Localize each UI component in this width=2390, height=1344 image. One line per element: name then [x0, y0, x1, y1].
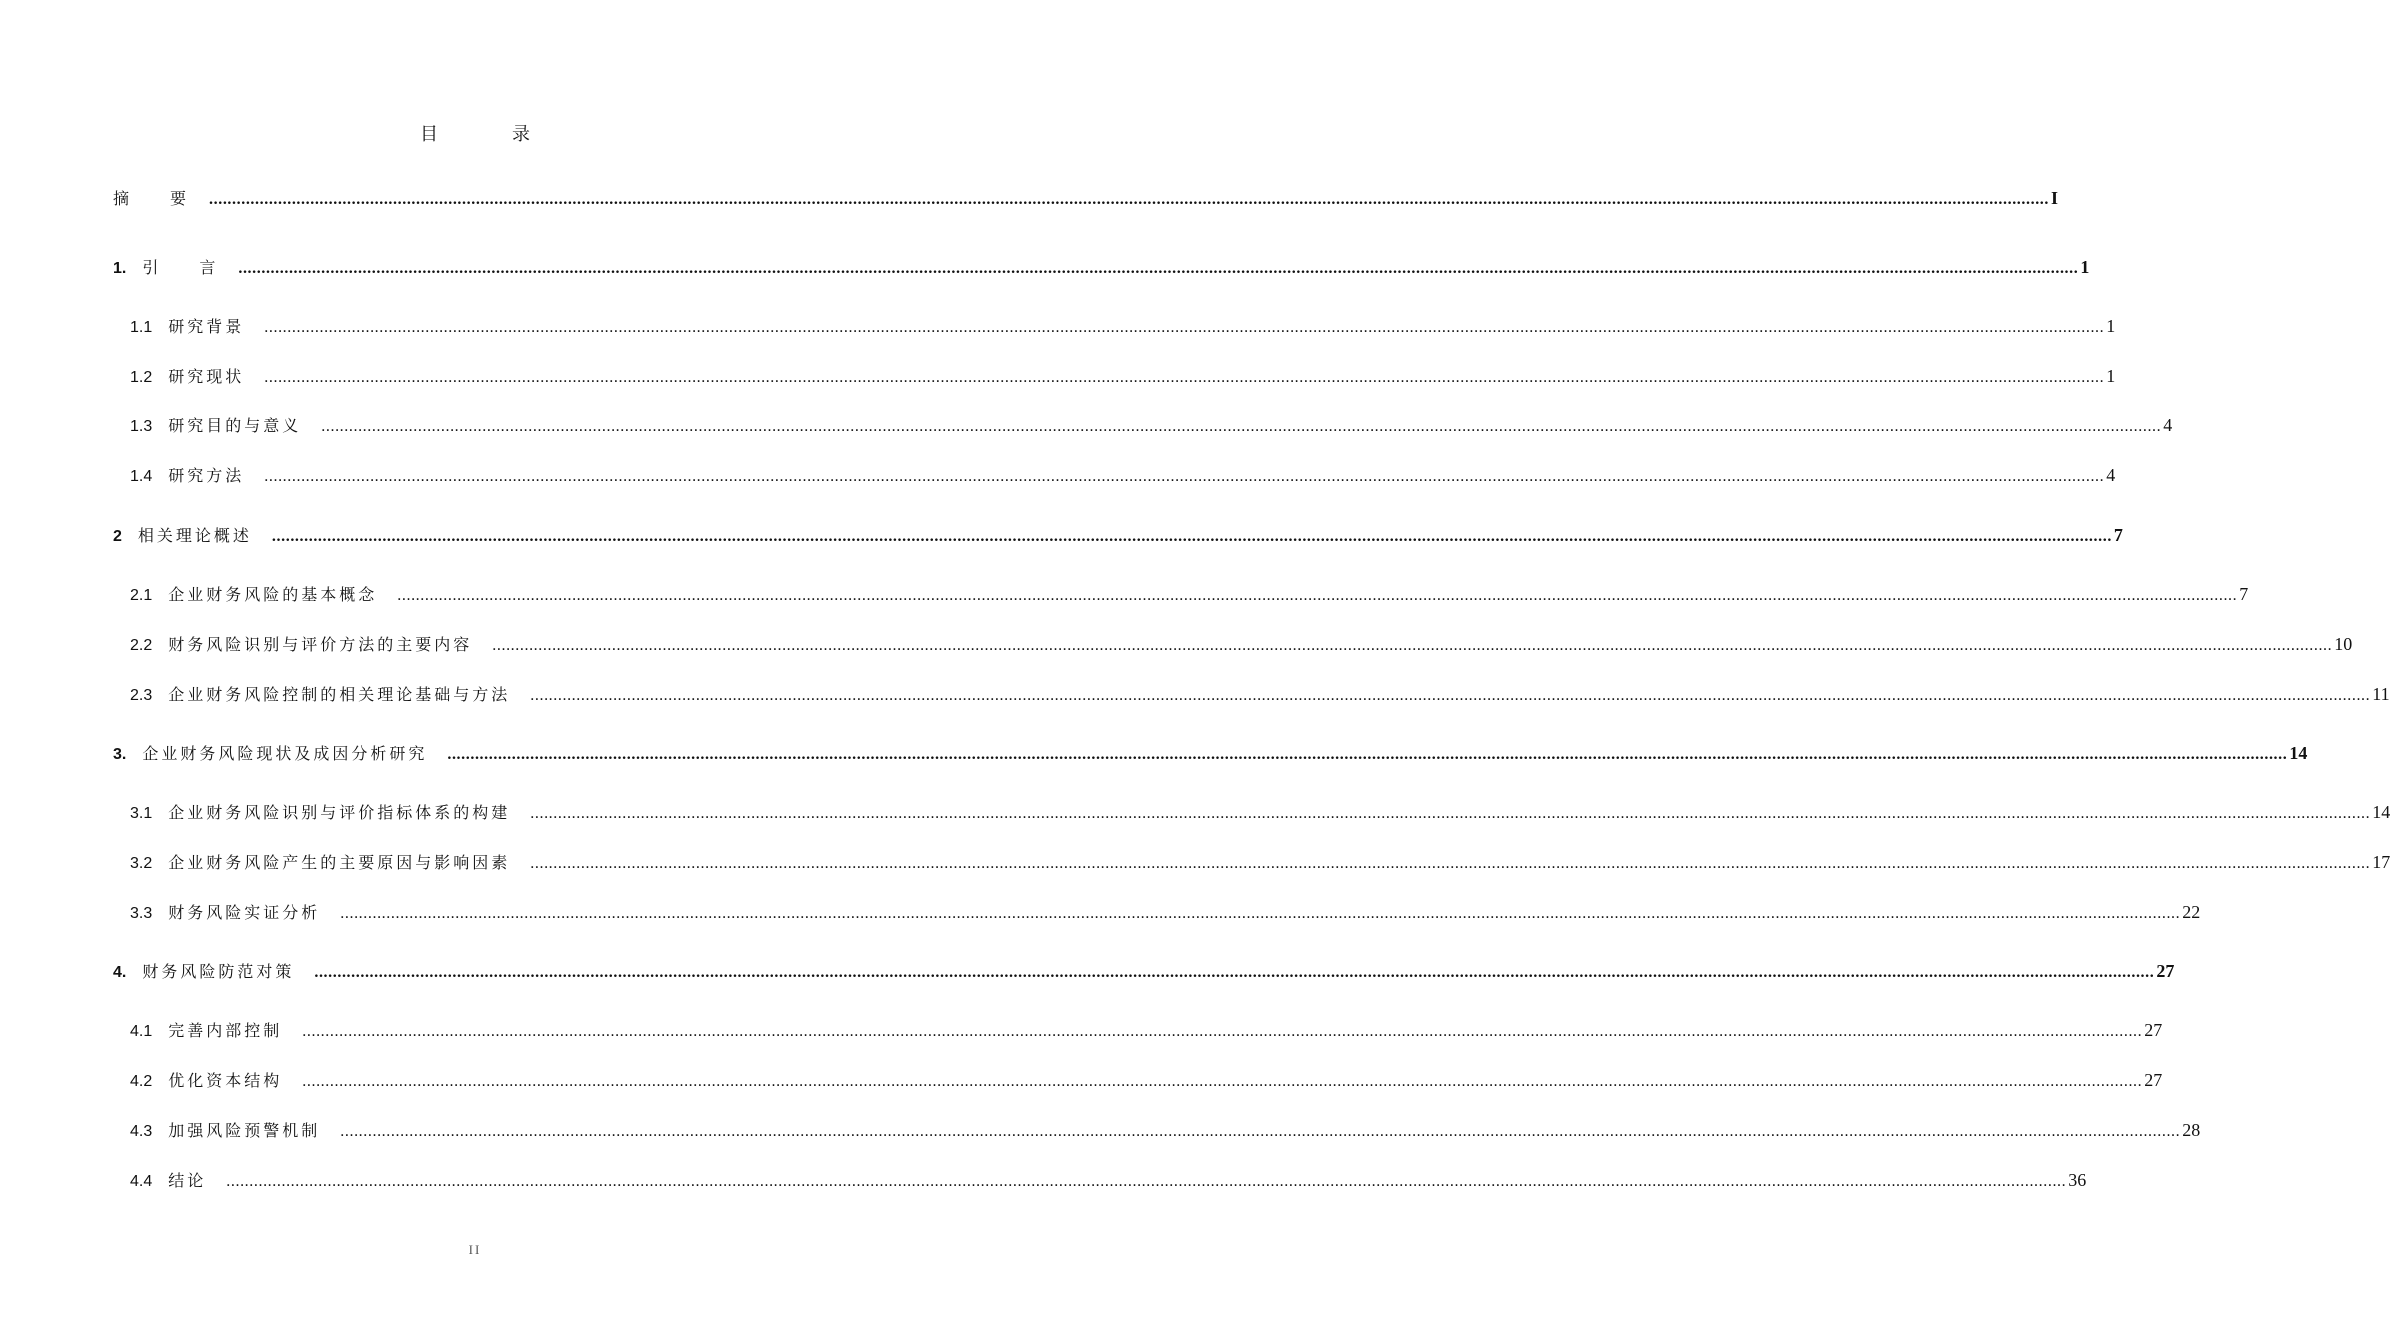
toc-entry-number: 4.: [113, 964, 127, 981]
toc-entry[interactable]: [113, 738, 2308, 764]
toc-leader-dots: ................................................................................................................................................................................................................................................................................................................................................................................................................: [226, 1173, 2067, 1190]
toc-leader-dots: ................................................................................................................................................................................................................................................................................................................................................................................................................: [264, 319, 2105, 336]
toc-entry-page: 36: [2068, 1170, 2087, 1190]
toc-entry-number: 3.1: [130, 805, 153, 822]
toc-entry[interactable]: [130, 679, 2390, 705]
toc-leader-dots: ................................................................................................................................................................................................................................................................................................................................................................................................................: [209, 191, 2050, 208]
toc-entry-label: 结论: [168, 1173, 207, 1190]
toc-entry-label: 摘 要: [113, 191, 190, 208]
toc-entry-page: 27: [2144, 1070, 2163, 1090]
toc-entry-label: 优化资本结构: [168, 1073, 283, 1090]
toc-leader-dots: ................................................................................................................................................................................................................................................................................................................................................................................................................: [314, 964, 2155, 981]
toc-entry[interactable]: [113, 183, 2059, 209]
toc-entry-label: 加强风险预警机制: [168, 1123, 321, 1140]
toc-entry-label: 完善内部控制: [168, 1023, 283, 1040]
toc-entry-number: 1.: [113, 260, 127, 277]
toc-entry-number: 4.2: [130, 1073, 153, 1090]
toc-leader-dots: ................................................................................................................................................................................................................................................................................................................................................................................................................: [264, 369, 2105, 386]
toc-leader-dots: ................................................................................................................................................................................................................................................................................................................................................................................................................: [447, 746, 2288, 763]
toc-entry-label: 企业财务风险的基本概念: [168, 587, 378, 604]
toc-entry-number: 3.3: [130, 905, 153, 922]
toc-entry[interactable]: [130, 797, 2390, 823]
toc-entry-page: 4: [2106, 465, 2116, 485]
toc-entry-number: 2.2: [130, 637, 153, 654]
toc-entry-number: 4.4: [130, 1173, 153, 1190]
toc-entry-label: 企业财务风险现状及成因分析研究: [142, 746, 428, 763]
toc-leader-dots: ................................................................................................................................................................................................................................................................................................................................................................................................................: [340, 1123, 2181, 1140]
toc-leader-dots: ................................................................................................................................................................................................................................................................................................................................................................................................................: [238, 260, 2079, 277]
toc-entry-page: 14: [2289, 743, 2308, 763]
toc-leader-dots: ................................................................................................................................................................................................................................................................................................................................................................................................................: [492, 637, 2333, 654]
toc-leader-dots: ................................................................................................................................................................................................................................................................................................................................................................................................................: [264, 468, 2105, 485]
toc-entry[interactable]: [130, 311, 2116, 337]
toc-entry-label: 研究现状: [168, 369, 245, 386]
toc-entry-number: 1.1: [130, 319, 153, 336]
toc-entry-label: 研究目的与意义: [168, 418, 302, 435]
toc-entry-page: 7: [2113, 525, 2123, 545]
toc-entry-page: 14: [2372, 802, 2390, 822]
toc-leader-dots: ................................................................................................................................................................................................................................................................................................................................................................................................................: [302, 1023, 2143, 1040]
toc-entry-number: 2.3: [130, 687, 153, 704]
toc-entry-page: I: [2051, 188, 2059, 208]
toc-entry-number: 4.3: [130, 1123, 153, 1140]
toc-entry-number: 1.4: [130, 468, 153, 485]
toc-entry-label: 研究方法: [168, 468, 245, 485]
toc-entry[interactable]: [130, 1015, 2163, 1041]
toc-entry-label: 研究背景: [168, 319, 245, 336]
toc-entry[interactable]: [130, 629, 2353, 655]
toc-leader-dots: ................................................................................................................................................................................................................................................................................................................................................................................................................: [397, 587, 2238, 604]
toc-entry-number: 1.2: [130, 369, 153, 386]
toc-entry-label: 企业财务风险识别与评价指标体系的构建: [168, 805, 511, 822]
toc-entry-number: 2: [113, 528, 122, 545]
toc-entry-page: 27: [2156, 961, 2175, 981]
toc-entry[interactable]: [130, 410, 2173, 436]
toc-entry[interactable]: [130, 1115, 2201, 1141]
toc-entry[interactable]: [130, 579, 2249, 605]
toc-entry-page: 11: [2372, 684, 2390, 704]
toc-entry-page: 22: [2182, 902, 2201, 922]
toc-entry-label: 企业财务风险产生的主要原因与影响因素: [168, 855, 511, 872]
toc-entry[interactable]: [130, 1065, 2163, 1091]
toc-entry-page: 28: [2182, 1120, 2201, 1140]
toc-entry[interactable]: [113, 956, 2175, 982]
toc-leader-dots: ................................................................................................................................................................................................................................................................................................................................................................................................................: [530, 687, 2371, 704]
toc-leader-dots: ................................................................................................................................................................................................................................................................................................................................................................................................................: [302, 1073, 2143, 1090]
toc-title: 目 录: [420, 124, 558, 144]
toc-entry-page: 27: [2144, 1020, 2163, 1040]
toc-entry-page: 1: [2106, 316, 2116, 336]
toc-entry-page: 17: [2372, 852, 2390, 872]
toc-leader-dots: ................................................................................................................................................................................................................................................................................................................................................................................................................: [340, 905, 2181, 922]
toc-leader-dots: ................................................................................................................................................................................................................................................................................................................................................................................................................: [530, 805, 2371, 822]
page-number: II: [468, 1242, 482, 1257]
toc-entry-label: 相关理论概述: [137, 528, 252, 545]
toc-leader-dots: ................................................................................................................................................................................................................................................................................................................................................................................................................: [530, 855, 2371, 872]
toc-entry-label: 企业财务风险控制的相关理论基础与方法: [168, 687, 511, 704]
toc-entry[interactable]: [130, 460, 2116, 486]
toc-entry[interactable]: [130, 847, 2390, 873]
toc-entry-label: 财务风险识别与评价方法的主要内容: [168, 637, 473, 654]
toc-entry-label: 财务风险实证分析: [168, 905, 321, 922]
toc-entry[interactable]: [130, 361, 2116, 387]
toc-entry[interactable]: [113, 252, 2090, 278]
toc-leader-dots: ................................................................................................................................................................................................................................................................................................................................................................................................................: [321, 418, 2162, 435]
toc-entry-page: 4: [2163, 415, 2173, 435]
toc-entry-page: 1: [2106, 366, 2116, 386]
toc-entry[interactable]: [130, 1165, 2087, 1191]
toc-entry-number: 2.1: [130, 587, 153, 604]
toc-entry[interactable]: [113, 520, 2123, 546]
toc-entry-number: 3.2: [130, 855, 153, 872]
toc-entry-page: 7: [2239, 584, 2249, 604]
toc-entry[interactable]: [130, 897, 2201, 923]
toc-entry-page: 1: [2080, 257, 2090, 277]
toc-entry-label: 引 言: [142, 260, 219, 277]
toc-entry-number: 4.1: [130, 1023, 153, 1040]
toc-entry-page: 10: [2334, 634, 2353, 654]
toc-entry-number: 3.: [113, 746, 127, 763]
toc-leader-dots: ................................................................................................................................................................................................................................................................................................................................................................................................................: [271, 528, 2112, 545]
toc-entry-label: 财务风险防范对策: [142, 964, 295, 981]
toc-entry-number: 1.3: [130, 418, 153, 435]
